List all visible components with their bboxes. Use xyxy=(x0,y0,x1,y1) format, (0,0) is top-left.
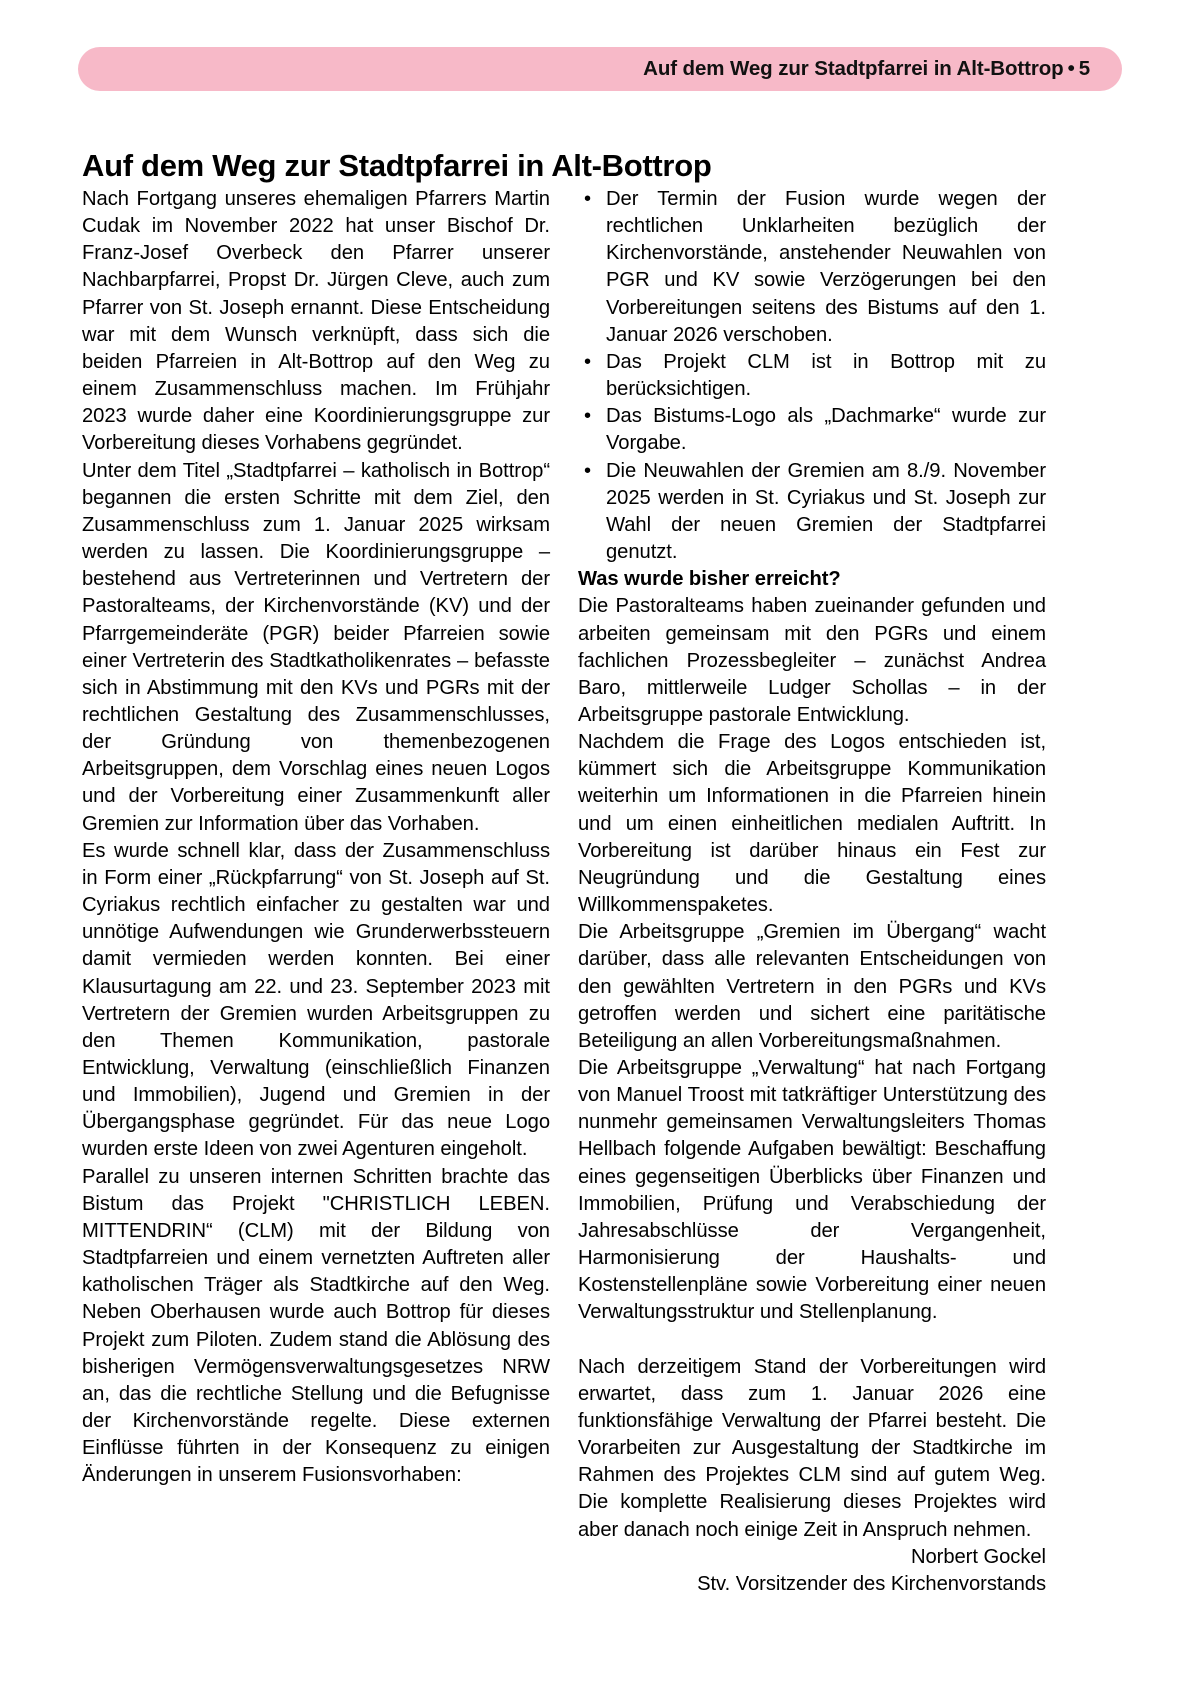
list-item xyxy=(578,186,1046,349)
list-item-text: Die Neuwahlen der Gremien am 8./9. November 2025 werden in St. Cyriakus und St. Joseph zur Wahl der neuen Gremien der Stadtpfarrei genutzt. xyxy=(606,459,1046,564)
paragraph: Parallel zu unseren internen Schritten brachte das Bistum das Projekt "CHRISTLICH LEBEN. MITTENDRIN“ (CLM) mit der Bildung von Stadtpfarreien und einem vernetzten Auftreten aller katholischen Träger als Stadtkirche auf den Weg. Neben Oberhausen wurde auch Bottrop für dieses Projekt zum Piloten. Zudem stand die Ablösung des bisherigen Vermögensverwaltungsgesetzes NRW an, das die rechtliche Stellung und die Befugnisse der Kirchenvorstände regelte. Diese externen Einflüsse führten in der Konsequenz zu einigen Änderungen in unserem Fusionsvorhaben: xyxy=(82,1165,550,1487)
bullet-icon: • xyxy=(584,405,592,428)
section-subheading: Was wurde bisher erreicht? xyxy=(578,568,841,591)
list-item-text: Das Bistums-Logo als „Dachmarke“ wurde zur Vorgabe. xyxy=(606,405,1046,455)
list-item xyxy=(578,349,1046,403)
paragraph: Die Pastoralteams haben zueinander gefunden und arbeiten gemeinsam mit den PGRs und einem fachlichen Prozessbegleiter – zunächst Andrea Baro, mittlerweile Ludger Schollas – in der Arbeitsgruppe pastorale Entwicklung. xyxy=(578,595,1046,726)
page-header-bar xyxy=(78,47,1122,91)
closing-paragraph: Nach derzeitigem Stand der Vorbereitungen wird erwartet, dass zum 1. Januar 2026 eine funktionsfähige Verwaltung der Pfarrei besteht. Die Vorarbeiten zur Ausgestaltung der Stadtkirche im Rahmen des Projektes CLM sind auf gutem Weg. Die komplette Realisierung dieses Projektes wird aber danach noch einige Zeit in Anspruch nehmen. xyxy=(578,1355,1046,1541)
article-body xyxy=(82,186,1118,1598)
paragraph: Unter dem Titel „Stadtpfarrei – katholisch in Bottrop“ begannen die ersten Schritte mit dem Ziel, den Zusammenschluss zum 1. Januar 2025 wirksam werden zu lassen. Die Koordinierungsgruppe – bestehend aus Vertreterinnen und Vertretern der Pastoralteams, der Kirchenvorstände (KV) und der Pfarrgemeinderäte (PGR) beider Pfarreien sowie einer Vertreterin des Stadtkatholikenrates – befasste sich in Abstimmung mit den KVs und PGRs mit der rechtlichen Gestaltung des Zusammenschlusses, der Gründung von themenbezogenen Arbeitsgruppen, dem Vorschlag eines neuen Logos und der Vorbereitung einer Zusammenkunft aller Gremien zur Information über das Vorhaben. xyxy=(82,459,550,835)
article-title: Auf dem Weg zur Stadtpfarrei in Alt-Bottrop xyxy=(82,147,712,183)
list-item xyxy=(578,458,1046,567)
list-item xyxy=(578,403,1046,457)
bullet-icon: • xyxy=(584,459,592,482)
right-column xyxy=(578,186,1046,1598)
paragraph: Nachdem die Frage des Logos entschieden ist, kümmert sich die Arbeitsgruppe Kommunikation weiterhin um Informationen in die Pfarreien hinein und um einen einheitlichen medialen Auftritt. In Vorbereitung ist darüber hinaus ein Fest zur Neugründung und die Gestaltung eines Willkommenspaketes. xyxy=(578,731,1046,917)
page-header-text xyxy=(643,57,1090,81)
signature-name: Norbert Gockel xyxy=(910,1545,1046,1568)
paragraph: Die Arbeitsgruppe „Verwaltung“ hat nach Fortgang von Manuel Troost mit tatkräftiger Unterstützung des nunmehr gemeinsamen Verwaltungsleiters Thomas Hellbach folgende Aufgaben bewältigt: Beschaffung eines gegenseitigen Überblicks über Finanzen und Immobilien, Prüfung und Verabschiedung der Jahresabschlüsse der Vergangenheit, Harmonisierung der Haushalts- und Kostenstellenpläne sowie Vorbereitung einer neuen Verwaltungsstruktur und Stellenplanung. xyxy=(578,1057,1046,1324)
list-item-text: Der Termin der Fusion wurde wegen der rechtlichen Unklarheiten bezüglich der Kirchenvorstände, anstehender Neuwahlen von PGR und KV sowie Verzögerungen bei den Vorbereitungen seitens des Bistums auf den 1. Januar 2026 verschoben. xyxy=(606,188,1046,346)
paragraph: Nach Fortgang unseres ehemaligen Pfarrers Martin Cudak im November 2022 hat unser Bischof Dr. Franz-Josef Overbeck den Pfarrer unserer Nachbarpfarrei, Propst Dr. Jürgen Cleve, auch zum Pfarrer von St. Joseph ernannt. Diese Entscheidung war mit dem Wunsch verknüpft, dass sich die beiden Pfarreien in Alt-Bottrop auf den Weg zu einem Zusammenschluss machen. Im Frühjahr 2023 wurde daher eine Koordinierungsgruppe zur Vorbereitung dieses Vorhabens gegründet. xyxy=(82,188,550,455)
bullet-icon: • xyxy=(584,350,592,373)
page-header-title: Auf dem Weg zur Stadtpfarrei in Alt-Bottrop xyxy=(643,57,1064,80)
bullet-list xyxy=(578,186,1046,566)
bullet-icon: • xyxy=(584,188,592,210)
paragraph: Die Arbeitsgruppe „Gremien im Übergang“ wacht darüber, dass alle relevanten Entscheidungen von den gewählten Vertretern in den PGRs und KVs getroffen werden und sichert eine paritätische Beteiligung an allen Vorbereitungsmaßnahmen. xyxy=(578,921,1046,1052)
paragraph-spacer xyxy=(578,1327,1046,1354)
list-item-text: Das Projekt CLM ist in Bottrop mit zu berücksichtigen. xyxy=(606,350,1046,401)
paragraph: Es wurde schnell klar, dass der Zusammenschluss in Form einer „Rückpfarrung“ von St. Joseph auf St. Cyriakus rechtlich einfacher zu gestalten war und unnötige Aufwendungen wie Grunderwerbssteuern damit vermieden werden konnten. Bei einer Klausurtagung am 22. und 23. September 2023 mit Vertretern der Gremien wurden Arbeitsgruppen zu den Themen Kommunikation, pastorale Entwicklung, Verwaltung (einschließlich Finanzen und Immobilien), Jugend und Gremien in der Übergangsphase gegründet. Für das neue Logo wurden erste Ideen von zwei Agenturen eingeholt. xyxy=(82,839,550,1161)
left-column xyxy=(82,186,550,1598)
page-header-separator-icon: • xyxy=(1067,57,1075,80)
signature-role: Stv. Vorsitzender des Kirchenvorstands xyxy=(697,1572,1046,1595)
page-number: 5 xyxy=(1078,57,1090,80)
